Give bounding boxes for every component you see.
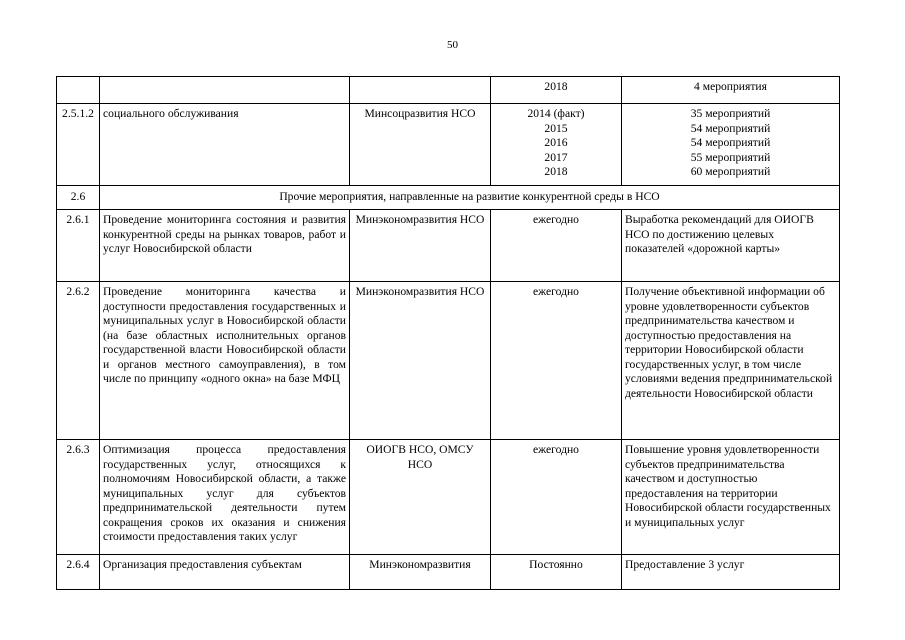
table-row (57, 104, 840, 186)
section-row (57, 186, 840, 210)
executor: Минэкономразвития НСО (350, 282, 491, 440)
measure-name (100, 77, 350, 104)
executor: Минэкономразвития НСО (350, 210, 491, 282)
executor: Минсоцразвития НСО (350, 104, 491, 186)
result-value: 54 мероприятий (690, 121, 771, 135)
term: ежегодно (491, 440, 622, 555)
executor: ОИОГВ НСО, ОМСУ НСО (350, 440, 491, 555)
measure-name: Проведение мониторинга состояния и развития конкурентной среды на рынках товаров, работ и услуг Новосибирской области (100, 210, 350, 282)
executor: Минэкономразвития (350, 555, 491, 590)
measure-name: Проведение мониторинга качества и доступности предоставления государственных и муниципальных услуг в Новосибирской области (на базе областных исполнительных органов государственной власти Новосибирской области и органов местного самоуправления), в том числе по принципу «одного окна» на базе МФЦ (100, 282, 350, 440)
row-number: 2.6.1 (57, 210, 100, 282)
expected-result: Выработка рекомендаций для ОИОГВ НСО по достижению целевых показателей «дорожной карты» (622, 210, 840, 282)
result-value: 4 мероприятия (694, 80, 767, 93)
result-value: 54 мероприятий (690, 136, 771, 149)
executor (350, 77, 491, 104)
table-row (57, 210, 840, 282)
year-value: 2015 (544, 121, 568, 135)
year-value: 2018 (544, 165, 568, 178)
year-value: 2017 (544, 150, 568, 164)
measure-name: социального обслуживания (100, 104, 350, 186)
year-value: 2018 (544, 80, 568, 93)
expected-result: Повышение уровня удовлетворенности субъектов предпринимательства качеством и доступностью предоставления на территории Новосибирской области государственных и муниципальных услуг (622, 440, 840, 555)
section-number: 2.6 (57, 186, 100, 210)
year-cell (491, 77, 622, 104)
table-row (57, 440, 840, 555)
term: ежегодно (491, 210, 622, 282)
row-number: 2.5.1.2 (57, 104, 100, 186)
result-cell (622, 77, 840, 104)
result-cell (622, 104, 840, 186)
result-value: 60 мероприятий (690, 165, 771, 178)
measure-name: Оптимизация процесса предоставления государственных услуг, относящихся к полномочиям Новосибирской области, а также муниципальных услуг для субъектов предпринимательской деятельности путем сокращения сроков их оказания и снижения стоимости предоставления таких услуг (100, 440, 350, 555)
result-value: 55 мероприятий (690, 150, 771, 164)
table-row (57, 77, 840, 104)
expected-result: Предоставление 3 услуг (622, 555, 840, 590)
table-row (57, 282, 840, 440)
row-number: 2.6.3 (57, 440, 100, 555)
year-value: 2014 (факт) (527, 107, 585, 120)
measures-table (56, 76, 840, 590)
measure-name: Организация предоставления субъектам (100, 555, 350, 590)
page-number: 50 (447, 39, 458, 51)
table-row (57, 555, 840, 590)
row-number: 2.6.4 (57, 555, 100, 590)
term: Постоянно (491, 555, 622, 590)
row-number (57, 77, 100, 104)
section-title: Прочие мероприятия, направленные на развитие конкурентной среды в НСО (100, 186, 840, 210)
year-cell (491, 104, 622, 186)
term: ежегодно (491, 282, 622, 440)
expected-result: Получение объективной информации об уровне удовлетворенности субъектов предпринимательства качеством и доступностью предоставления на территории Новосибирской области государственных услуг, в том числе условиями ведения предпринимательской деятельности Новосибирской области (622, 282, 840, 440)
row-number: 2.6.2 (57, 282, 100, 440)
year-value: 2016 (544, 136, 568, 149)
result-value: 35 мероприятий (690, 107, 771, 120)
